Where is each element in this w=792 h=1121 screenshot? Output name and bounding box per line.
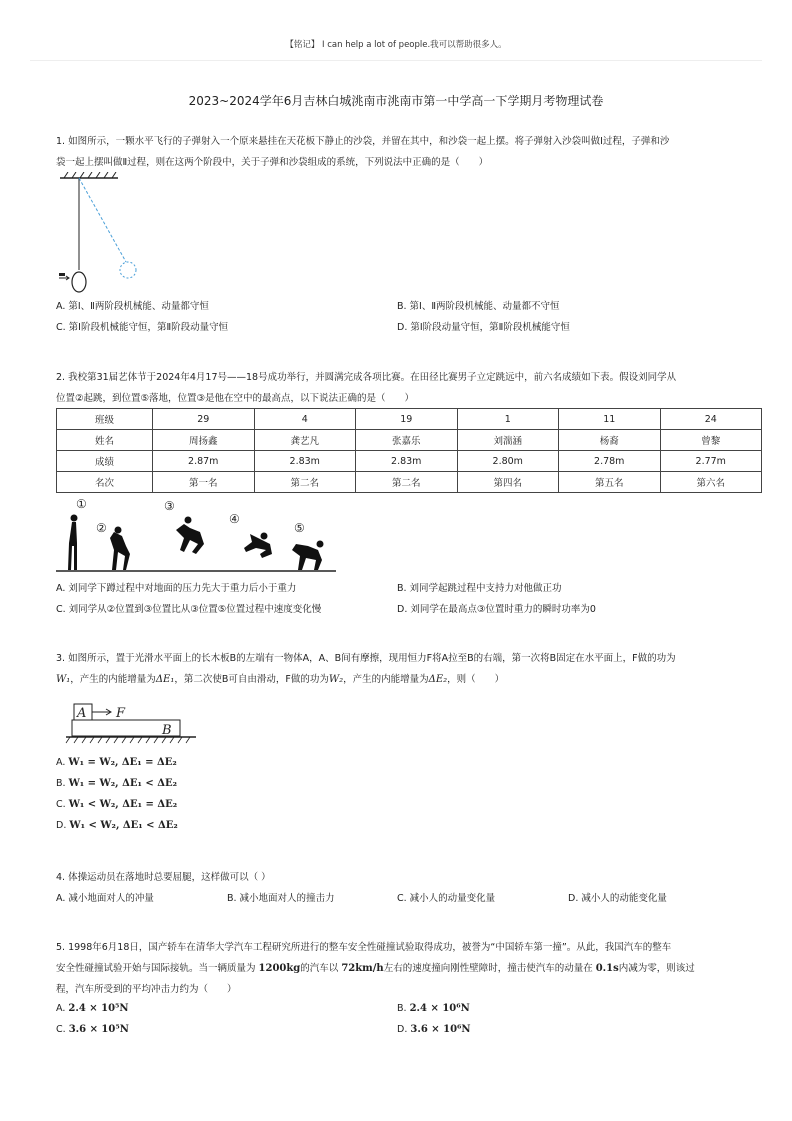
table-cell: 杨裔 — [559, 430, 661, 451]
q3-text: ，产生的内能增量为 — [70, 674, 156, 685]
q4-option-d[interactable]: D. 减小人的动能变化量 — [568, 893, 667, 904]
option-letter: B. — [397, 1003, 407, 1014]
question-4 — [56, 867, 736, 888]
q3-stem-line1: 3. 如图所示，置于光滑水平面上的长木板B的左端有一物体A，A、B间有摩擦，现用恒力F将A拉至B的右端，第一次将B固定在水平面上，F做的功为 — [56, 653, 676, 664]
q2-stem-line1: 2. 我校第31届艺体节于2024年4月17号——18号成功举行，并圆满完成各项比赛。在田径比赛男子立定跳远中，前六名成绩如下表。假设刘同学从 — [56, 372, 677, 383]
table-cell: 第一名 — [153, 472, 255, 493]
table-row — [57, 409, 762, 430]
table-cell: 姓名 — [57, 430, 153, 451]
q2-option-a[interactable]: A. 刘同学下蹲过程中对地面的压力先大于重力后小于重力 — [56, 583, 297, 594]
q3-block-figure — [64, 700, 198, 746]
q3-w1: W₁ — [56, 674, 71, 685]
q5-stem-line3: 程，汽车所受到的平均冲击力约为（ ） — [56, 984, 237, 995]
table-cell: 2.83m — [356, 451, 458, 472]
q3-stem-line2 — [56, 669, 766, 690]
table-cell: 2.78m — [559, 451, 661, 472]
q1-option-c[interactable]: C. 第Ⅰ阶段机械能守恒，第Ⅱ阶段动量守恒 — [56, 322, 229, 333]
option-letter: D. — [56, 820, 67, 831]
q3-option-b[interactable] — [56, 778, 177, 789]
q3-de2: ΔE₂ — [428, 674, 448, 685]
table-cell: 第五名 — [559, 472, 661, 493]
q3-de1: ΔE₁ — [155, 674, 175, 685]
q5-text: 左右的速度撞向刚性壁障时，撞击使汽车的动量在 — [383, 963, 596, 974]
q5-stem-line1: 5. 1998年6月18日，国产轿车在清华大学汽车工程研究所进行的整车安全性碰撞试验取得成功，被誉为“中国轿车第一撞”。从此，我国汽车的整车 — [56, 942, 672, 953]
option-letter: D. — [397, 1024, 408, 1035]
option-expr: 2.4 × 10⁶N — [409, 1003, 470, 1014]
table-row — [57, 451, 762, 472]
q5-time: 0.1s — [595, 963, 619, 974]
table-cell: 1 — [457, 409, 559, 430]
table-cell: 4 — [254, 409, 356, 430]
block-a-label: A — [77, 706, 87, 721]
q1-option-a[interactable]: A. 第Ⅰ、Ⅱ两阶段机械能、动量都守恒 — [56, 301, 209, 312]
watermark: 【铭记】 I can help a lot of people.我可以帮助很多人。 — [285, 40, 507, 50]
question-2 — [56, 367, 766, 409]
table-cell: 成绩 — [57, 451, 153, 472]
q5-text: 内减为零，则该过 — [618, 963, 695, 974]
q3-w2: W₂ — [328, 674, 344, 685]
board-b-label: B — [162, 723, 172, 738]
q5-stem-line2 — [56, 958, 766, 979]
table-cell: 第二名 — [356, 472, 458, 493]
option-letter: B. — [56, 778, 66, 789]
table-cell: 刘湍涵 — [457, 430, 559, 451]
option-letter: C. — [56, 1024, 66, 1035]
table-cell: 曾黎 — [660, 430, 762, 451]
q5-option-c[interactable] — [56, 1024, 129, 1035]
table-cell: 龚艺凡 — [254, 430, 356, 451]
table-cell: 19 — [356, 409, 458, 430]
q5-text: 的汽车以 — [300, 963, 342, 974]
q3-option-a[interactable] — [56, 757, 177, 768]
q3-text: ，产生的内能增量为 — [343, 674, 429, 685]
option-expr: 3.6 × 10⁶N — [410, 1024, 471, 1035]
q5-option-b[interactable] — [397, 1003, 470, 1014]
force-f-label: F — [116, 706, 126, 721]
table-cell: 29 — [153, 409, 255, 430]
option-expr: W₁ = W₂, ΔE₁ < ΔE₂ — [68, 778, 177, 789]
q4-option-a[interactable]: A. 减小地面对人的冲量 — [56, 893, 154, 904]
q3-option-d[interactable] — [56, 820, 178, 831]
option-expr: 2.4 × 10⁵N — [68, 1003, 129, 1014]
q2-results-table — [56, 408, 762, 493]
q2-option-c[interactable]: C. 刘同学从②位置到③位置比从③位置⑤位置过程中速度变化慢 — [56, 604, 322, 615]
option-letter: A. — [56, 757, 66, 768]
q2-long-jump-figure — [56, 498, 336, 574]
option-letter: C. — [56, 799, 66, 810]
table-cell: 11 — [559, 409, 661, 430]
table-cell: 第二名 — [254, 472, 356, 493]
q5-speed: 72km/h — [341, 963, 384, 974]
table-cell: 2.87m — [153, 451, 255, 472]
q1-pendulum-figure — [56, 172, 156, 296]
page-title: 2023~2024学年6月吉林白城洮南市洮南市第一中学高一下学期月考物理试卷 — [188, 94, 604, 108]
option-expr: W₁ = W₂, ΔE₁ = ΔE₂ — [68, 757, 177, 768]
table-cell: 2.80m — [457, 451, 559, 472]
q5-text: 安全性碰撞试验开始与国际接轨。当一辆质量为 — [56, 963, 259, 974]
q2-option-b[interactable]: B. 刘同学起跳过程中支持力对他做正功 — [397, 583, 562, 594]
position-label-1: ① — [76, 498, 87, 511]
option-expr: W₁ < W₂, ΔE₁ < ΔE₂ — [69, 820, 178, 831]
position-label-3: ③ — [164, 499, 175, 513]
q2-stem-line2: 位置②起跳，到位置⑤落地，位置③是他在空中的最高点，以下说法正确的是（ ） — [56, 393, 415, 404]
table-cell: 第四名 — [457, 472, 559, 493]
table-cell: 班级 — [57, 409, 153, 430]
position-label-2: ② — [96, 521, 107, 535]
q2-option-d[interactable]: D. 刘同学在最高点③位置时重力的瞬时功率为0 — [397, 604, 596, 615]
table-cell: 张嘉乐 — [356, 430, 458, 451]
question-1 — [56, 131, 756, 173]
q5-option-d[interactable] — [397, 1024, 471, 1035]
table-cell: 周扬鑫 — [153, 430, 255, 451]
q4-stem: 4. 体操运动员在落地时总要屈腿，这样做可以（ ） — [56, 872, 271, 883]
position-label-5: ⑤ — [294, 521, 305, 535]
option-expr: W₁ < W₂, ΔE₁ = ΔE₂ — [68, 799, 178, 810]
q3-text: ，则（ ） — [447, 674, 505, 685]
table-cell: 2.77m — [660, 451, 762, 472]
q4-option-b[interactable]: B. 减小地面对人的撞击力 — [227, 893, 335, 904]
table-cell: 2.83m — [254, 451, 356, 472]
position-label-4: ④ — [229, 512, 240, 526]
q5-option-a[interactable] — [56, 1003, 129, 1014]
q3-text: ，第二次使B可自由滑动，F做的功为 — [174, 674, 329, 685]
table-cell: 名次 — [57, 472, 153, 493]
question-5 — [56, 937, 766, 1000]
header-divider — [30, 60, 762, 61]
q1-option-d[interactable]: D. 第Ⅰ阶段动量守恒，第Ⅱ阶段机械能守恒 — [397, 322, 570, 333]
q5-mass: 1200kg — [258, 963, 301, 974]
q4-option-c[interactable]: C. 减小人的动量变化量 — [397, 893, 496, 904]
table-row — [57, 472, 762, 493]
table-row — [57, 430, 762, 451]
q3-option-c[interactable] — [56, 799, 177, 810]
q1-option-b[interactable]: B. 第Ⅰ、Ⅱ两阶段机械能、动量都不守恒 — [397, 301, 560, 312]
table-cell: 第六名 — [660, 472, 762, 493]
option-letter: A. — [56, 1003, 66, 1014]
table-cell: 24 — [660, 409, 762, 430]
option-expr: 3.6 × 10⁵N — [68, 1024, 129, 1035]
question-3 — [56, 648, 766, 690]
q1-stem-line2: 袋一起上摆叫做Ⅱ过程，则在这两个阶段中，关于子弹和沙袋组成的系统，下列说法中正确的是（ ） — [56, 157, 489, 168]
q1-stem-line1: 1. 如图所示，一颗水平飞行的子弹射入一个原来悬挂在天花板下静止的沙袋，并留在其中，和沙袋一起上摆。将子弹射入沙袋叫做Ⅰ过程，子弹和沙 — [56, 136, 670, 147]
